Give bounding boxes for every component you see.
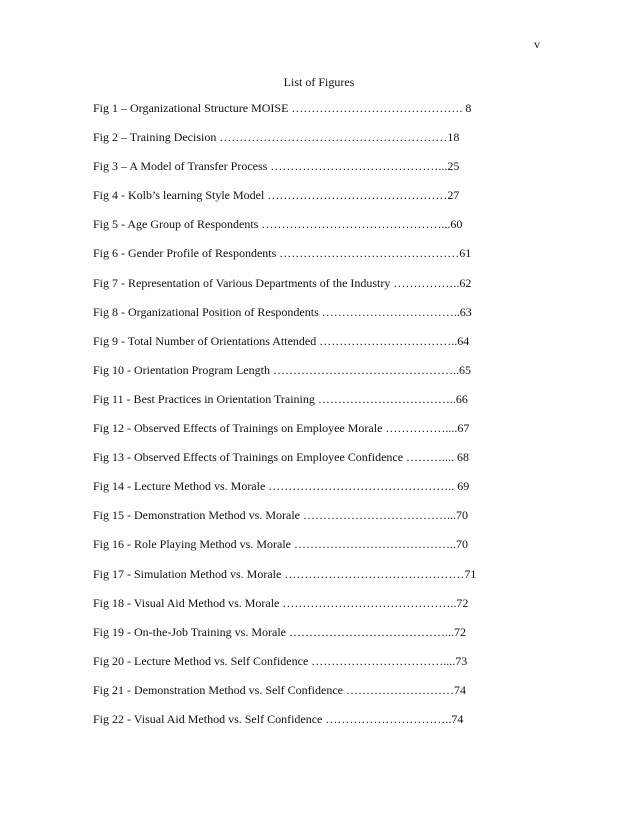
figure-entry: Fig 22 - Visual Aid Method vs. Self Confidence …………………………..74 xyxy=(93,711,464,726)
figure-entry: Fig 4 - Kolb’s learning Style Model ………………………………………27 xyxy=(93,188,460,203)
figure-entry: Fig 7 - Representation of Various Departments of the Industry ……………..62 xyxy=(93,275,472,290)
figure-entry: Fig 18 - Visual Aid Method vs. Morale ……………………………………..72 xyxy=(93,595,469,610)
figure-entry: Fig 5 - Age Group of Respondents ………………………………………...60 xyxy=(93,217,463,232)
figure-entry: Fig 1 – Organizational Structure MOISE ……………………………………. 8 xyxy=(93,101,472,115)
figure-entry: Fig 3 – A Model of Transfer Process ……………………………………...25 xyxy=(93,159,460,174)
figure-entry: Fig 20 - Lecture Method vs. Self Confidence ……………………………....73 xyxy=(93,653,468,668)
figure-entry: Fig 2 – Training Decision …………………………………………………18 xyxy=(93,130,460,145)
figure-entry: Fig 17 - Simulation Method vs. Morale ………………………………………71 xyxy=(93,566,477,581)
figure-entry: Fig 9 - Total Number of Orientations Attended ……………………………..64 xyxy=(93,333,470,348)
figure-entry: Fig 16 - Role Playing Method vs. Morale …………………………………..70 xyxy=(93,537,468,552)
list-title: List of Figures xyxy=(283,75,355,89)
figure-entry: Fig 13 - Observed Effects of Trainings on Employee Confidence ……….... 68 xyxy=(93,450,470,465)
figure-entry: Fig 8 - Organizational Position of Respondents ……………………………..63 xyxy=(93,304,472,319)
figure-entry: Fig 10 - Orientation Program Length ………………………………………..65 xyxy=(93,362,471,377)
page-number: v xyxy=(534,37,540,51)
figure-entry: Fig 19 - On-the-Job Training vs. Morale …………………………………...72 xyxy=(93,624,466,639)
figure-entry: Fig 21 - Demonstration Method vs. Self Confidence ………………………74 xyxy=(93,682,466,697)
figure-entry: Fig 6 - Gender Profile of Respondents ………………………………………61 xyxy=(93,246,472,261)
figure-entry: Fig 14 - Lecture Method vs. Morale ……………………………………….. 69 xyxy=(93,479,470,494)
figure-entry: Fig 12 - Observed Effects of Trainings on Employee Morale ……………....67 xyxy=(93,421,470,436)
figure-entry: Fig 15 - Demonstration Method vs. Morale ………………………………...70 xyxy=(93,508,468,523)
figure-list xyxy=(93,100,476,740)
figure-entry: Fig 11 - Best Practices in Orientation Training ……………………………..66 xyxy=(93,391,468,406)
